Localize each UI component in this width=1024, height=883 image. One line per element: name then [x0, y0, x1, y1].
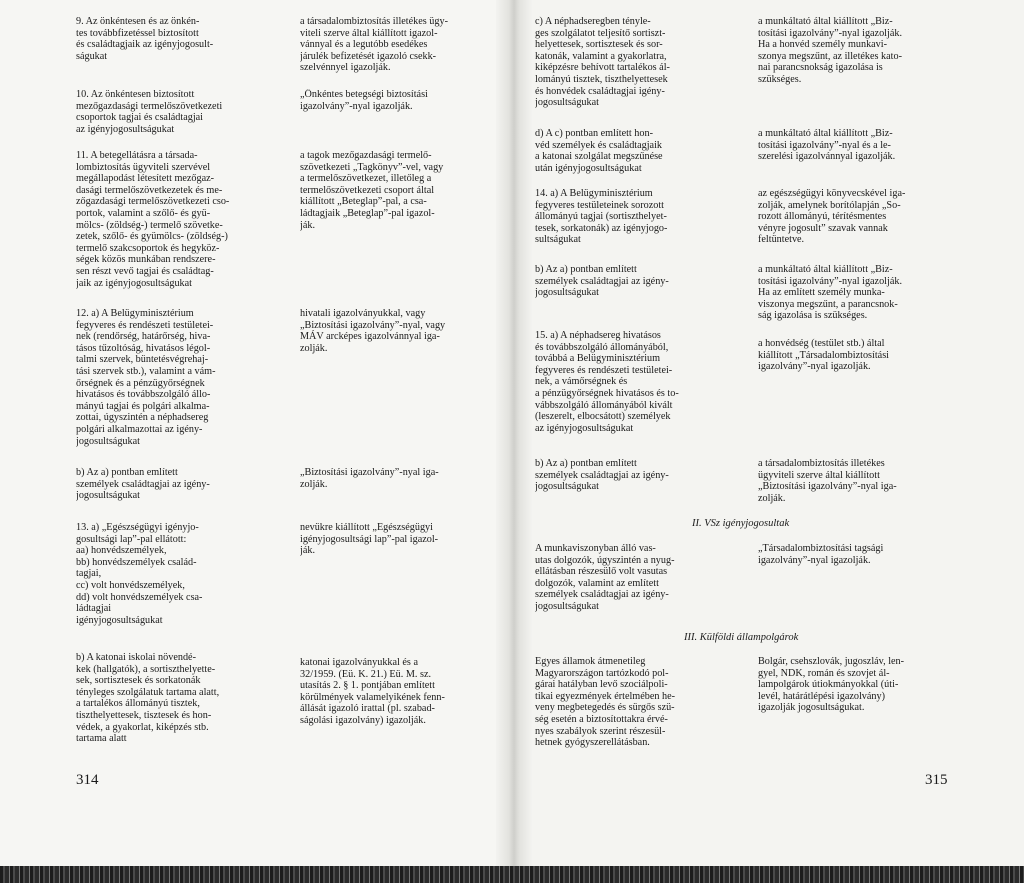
item-14b-proof: a munkáltató által kiállított „Biz- tosítási igazolvány”-nyal igazolják. Ha az említett személy munka- viszonya megszűnt, a parancsnok- ság igazolása is szükséges. [758, 264, 902, 322]
foreign-proof: Bolgár, csehszlovák, jugoszláv, len- gyel, NDK, román és szovjet ál- lampolgárok útiokmányokkal (úti- levél, határátlépési igazolvány) igazolják jogosultságukat. [758, 656, 905, 714]
item-13d-proof: a munkáltató által kiállított „Biz- tosítási igazolvány”-nyal és a le- szerelési igazolvánnyal igazolják. [758, 128, 896, 163]
item-13a-subject: 13. a) „Egészségügyi igényjo- gosultsági lap”-pal ellátott: aa) honvédszemélyek, bb) honvédszemélyek család- tagjai, cc) volt honvédszemélyek, dd) volt honvédszemélyek csa- ládtagjai igényjogosultságukat [76, 522, 203, 626]
item-13d-subject: d) A c) pontban említett hon- véd személyek és családtagjaik a katonai szolgálat megszűnése után igényjogosultságukat [535, 128, 663, 174]
item-9-subject: 9. Az önkéntesen és az önkén- tes továbbfizetéssel biztosított és családtagjaik az igényjogosult- ságukat [76, 16, 214, 62]
item-13b-proof: katonai igazolványukkal és a 32/1959. (Eü. K. 21.) Eü. M. sz. utasítás 2. § 1. pontjában említett körülmények valamelyikének fenn- állását igazoló irattal (pl. szabad- ságolási igazolvány) igazolják. [300, 657, 445, 726]
item-15a-proof: a honvédség (testület stb.) által kiállított „Társadalombiztosítási igazolvány”-nyal igazolják. [758, 338, 889, 373]
item-15b-subject: b) Az a) pontban említett személyek családtagjai az igény- jogosultságukat [535, 458, 669, 493]
item-13a-proof: nevükre kiállított „Egészségügyi igényjogosultsági lap”-pal igazol- ják. [300, 522, 439, 557]
page-number-left: 314 [76, 772, 99, 788]
item-12b-proof: „Biztosítási igazolvány”-nyal iga- zolják. [300, 467, 439, 490]
item-12a-proof: hivatali igazolványukkal, vagy „Biztosítási igazolvány”-nyal, vagy MÁV arcképes igazolvánnyal iga- zolják. [300, 308, 446, 354]
item-11-proof: a tagok mezőgazdasági termelő- szövetkezeti „Tagkönyv”-vel, vagy a termelőszövetkezet, illetőleg a termelőszövetkezeti csoport által kiállított „Beteglap”-pal, a csa- ládtagjaik „Beteglap”-pal igazol- ják. [300, 150, 444, 231]
item-14b-subject: b) Az a) pontban említett személyek családtagjai az igény- jogosultságukat [535, 264, 669, 299]
scan-edge [0, 866, 1024, 883]
section-heading-foreign: III. Külföldi állampolgárok [684, 632, 799, 643]
item-13b-subject: b) A katonai iskolai növendé- kek (hallgatók), a sortiszthelyette- sek, sortisztesek és sorkatonák tényleges szolgálatuk tartama alatt, a tartalékos állományú tisztek, tiszthelyettesek, tisztesek és hon- védek, a gyakorlat, kiképzés stb. tartama alatt [76, 652, 220, 745]
item-12b-subject: b) Az a) pontban említett személyek családtagjai az igény- jogosultságukat [76, 467, 210, 502]
page-number-right: 315 [925, 772, 948, 788]
foreign-subject: Egyes államok átmenetileg Magyarországon tartózkodó pol- gárai hatályban levő szociálpoli- tikai egyezmények értelmében he- veny megbetegedés és sürgős szü- ség esetén a biztosítottakra érvé- nyes szabályok szerint részesül- hetnek gyógyszerellátásban. [535, 656, 676, 749]
item-13c-proof: a munkáltató által kiállított „Biz- tosítási igazolvány”-nyal igazolják. Ha a honvéd személy munkavi- szonya megszűnt, az illetékes kato- nai parancsnokság igazolása is szükséges. [758, 16, 902, 85]
item-13c-subject: c) A néphadseregben tényle- ges szolgálatot teljesítő sortiszt- helyettesek, sortisztesek és sor- katonák, valamint a gyakorlatra, kiképzésre behívott tartalékos ál- lományú tisztek, tiszthelyettesek és honvédek családtagjai igény- jogosultságukat [535, 16, 670, 109]
item-14a-subject: 14. a) A Belügyminisztérium fegyveres testületeinek sorozott állományú tagjai (sortiszthelyet- tesek, sorkatonák) az igényjogo- sultságukat [535, 188, 668, 246]
item-12a-subject: 12. a) A Belügyminisztérium fegyveres és rendészeti testületei- nek (rendőrség, határőrség, hiva- tásos tűzoltóság, hivatásos légol- talmi szervek, büntetésvégrehaj- tási szervek stb.), valamint a vám- őrségnek és a pénzügyőrségnek hivatásos és továbbszolgáló állo- mányú tagjai és polgári alkalma- zottai, úgyszintén a néphadsereg polgári alkalmazottai az igény- jogosultságukat [76, 308, 216, 447]
item-10-proof: „Önkéntes betegségi biztosítási igazolvány”-nyal igazolják. [300, 89, 428, 112]
item-10-subject: 10. Az önkéntesen biztosított mezőgazdasági termelőszövetkezeti csoportok tagjai és családtagjai az igényjogosultságukat [76, 89, 223, 135]
vsz-subject: A munkaviszonyban álló vas- utas dolgozók, úgyszintén a nyug- ellátásban részesülő volt vasutas dolgozók, valamint az említett személyek családtagjai az igény- jogosultságukat [535, 543, 675, 612]
item-11-subject: 11. A betegellátásra a társada- lombiztosítás ügyviteli szervével megállapodást létesített mezőgaz- dasági termelőszövetkezetek és me- zőgazdasági termelőszövetkezeti cso- portok, valamint a szőlő- és gyü- mölcs- (zöldség-) termelő szövetke- zetek, szőlő- és gyümölcs- (zöldség-) termelő szakcsoportok és hegyköz- ségek közös munkában rendszere- sen részt vevő tagjai és családtag- jaik az igényjogosultságukat [76, 150, 230, 289]
item-15a-subject: 15. a) A néphadsereg hivatásos és továbbszolgáló állományából, továbbá a Belügyminisztérium fegyveres és rendészeti testületei- nek, a vámőrségnek és a pénzügyőrségnek hivatásos és to- vábbszolgáló állományából kivált (leszerelt, elbocsátott) személyek az igényjogosultságukat [535, 330, 679, 434]
item-15b-proof: a társadalombiztosítás illetékes ügyviteli szerve által kiállított „Biztosítási igazolvány”-nyal iga- zolják. [758, 458, 897, 504]
item-14a-proof: az egészségügyi könyvecskével iga- zolják, amelynek borítólapján „So- rozott állományú, térítésmentes vényre jogosult” szavak vannak feltüntetve. [758, 188, 906, 246]
book-gutter [496, 0, 532, 866]
item-9-proof: a társadalombiztosítás illetékes ügy- viteli szerve által kiállított igazol- vánnyal és a legutóbb esedékes járulék befizetését igazoló csekk- szelvénnyel igazolják. [300, 16, 448, 74]
section-heading-vsz: II. VSz igényjogosultak [692, 518, 790, 529]
vsz-proof: „Társadalombiztosítási tagsági igazolvány”-nyal igazolják. [758, 543, 884, 566]
